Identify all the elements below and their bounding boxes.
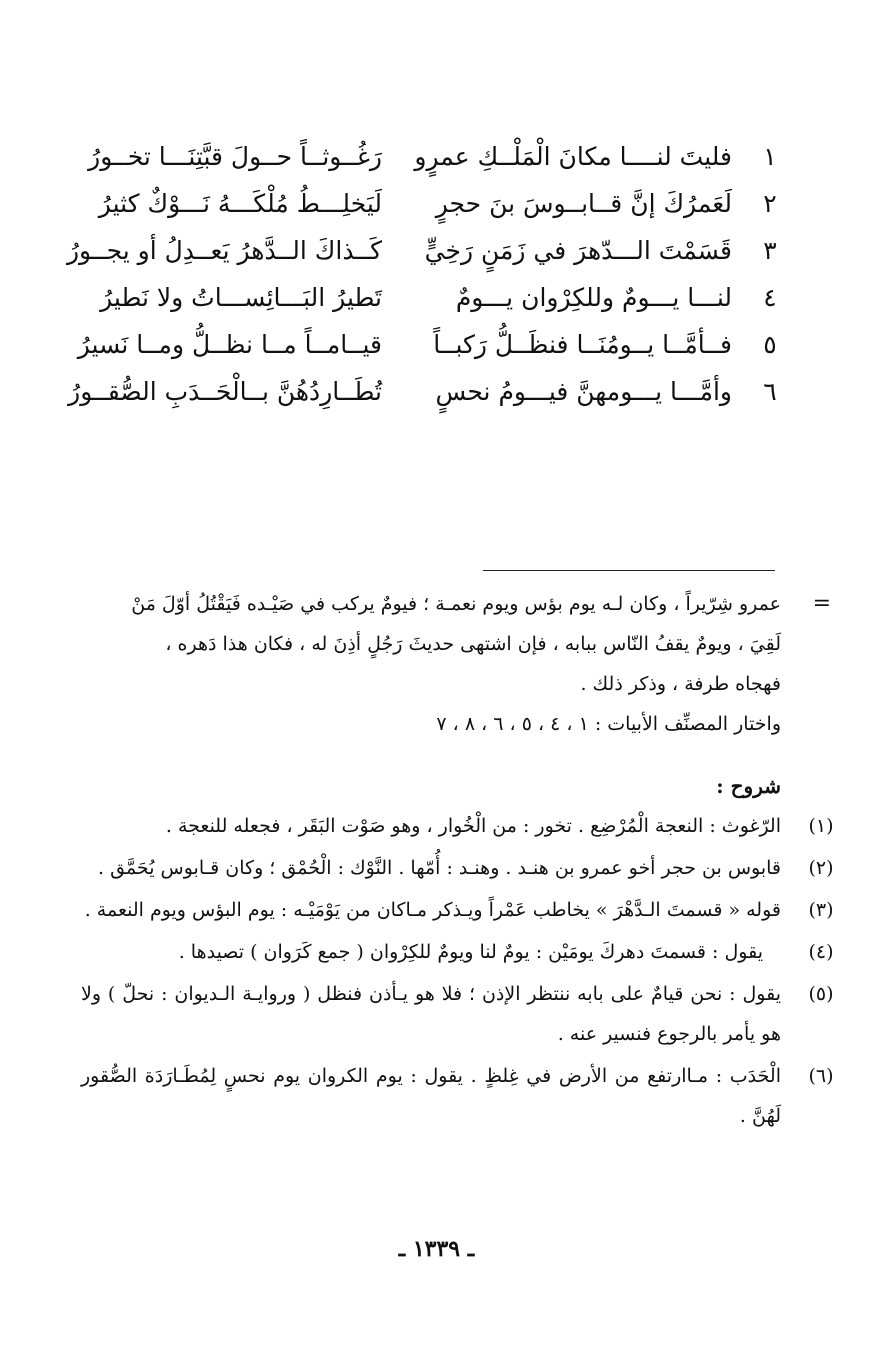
note-number: (٥) xyxy=(808,983,834,1005)
note-text: الْحَدَب : مـاارتفع من الأرض في غِلظٍ . يقول : يوم الكروان يوم نحسٍ لِمُطَـارَدَة الصُّقور لَهُنَّ . xyxy=(81,1065,781,1127)
verse-5 xyxy=(70,326,790,373)
verse-6 xyxy=(70,373,790,420)
poem xyxy=(66,138,790,420)
verse-first-hemistich: فليتَ لنــــا مكانَ الْمَلْــكِ عمرٍو xyxy=(414,142,732,171)
footnote-separator xyxy=(483,570,775,571)
verse-number: ٣ xyxy=(763,236,777,265)
verse-number: ٢ xyxy=(763,189,777,218)
verse-3 xyxy=(66,232,790,279)
page-number: ـ ١٣٣٩ ـ xyxy=(398,1236,475,1262)
commentary-note-2 xyxy=(81,848,834,888)
footnotes xyxy=(81,584,834,1136)
verse-first-hemistich: قَسَمْتَ الـــدّهرَ في زَمَنٍ رَخِيٍّ xyxy=(424,236,732,265)
commentary-note-6 xyxy=(81,1056,834,1136)
footnote-line: عمرو شِرّيراً ، وكان لـه يوم بؤس ويوم نعمـة ؛ فيومٌ يركب في صَيْـده فَيَقْتُلُ أوّلَ مَنْ xyxy=(131,593,781,615)
verse-second-hemistich: قيــامــاً مــا نظــلُّ ومــا نَسيرُ xyxy=(77,330,382,359)
note-number: (٦) xyxy=(808,1065,834,1087)
footnote-continuation xyxy=(81,584,831,704)
note-text: قابوس بن حجر أخو عمرو بن هنـد . وهنـد : أُمّها . النَّوْك : الْحُمْق ؛ وكان قـابوس يُحَمَّق . xyxy=(98,857,781,879)
note-number: (٣) xyxy=(808,899,834,921)
verse-second-hemistich: تُطَــارِدُهُنَّ بــالْحَــدَبِ الصُّقــورُ xyxy=(68,377,382,406)
verse-second-hemistich: كَــذاكَ الــدَّهرُ يَعــدِلُ أو يجــورُ xyxy=(66,236,382,265)
chosen-verses-line: واختار المصنِّف الأبيات : ١ ، ٤ ، ٥ ، ٦ ، ٨ ، ٧ xyxy=(436,713,781,735)
verse-number: ١ xyxy=(763,142,777,171)
commentary-note-4 xyxy=(81,932,834,972)
note-text: يقول : نحن قيامٌ على بابه ننتظر الإذن ؛ فلا هو يـأذن فنظل ( وروايـة الـديوان : نحلّ ) ولا هو يأمر بالرجوع فنسير عنه . xyxy=(81,983,781,1045)
verse-second-hemistich: رَغُــوثــاً حــولَ قبَّتِنَـــا تخــورُ xyxy=(88,142,382,171)
verse-second-hemistich: لَيَخلِـــطُ مُلْكَـــهُ نَـــوْكٌ كثيرُ xyxy=(98,189,382,218)
verse-number: ٥ xyxy=(763,330,777,359)
footnote-line: لَقِيَ ، ويومٌ يقفُ النّاس ببابه ، فإن اشتهى حديثَ رَجُلٍ أذِنَ له ، فكان هذا دَهره ، xyxy=(165,633,781,655)
continuation-marker: = xyxy=(812,591,831,616)
verse-1 xyxy=(70,138,790,185)
verse-number: ٦ xyxy=(763,377,777,406)
verse-first-hemistich: لَعَمرُكَ إنَّ قــابــوسَ بنَ حجرٍ xyxy=(435,189,732,218)
note-number: (٤) xyxy=(808,941,834,963)
commentary-heading: شروح : xyxy=(716,774,781,798)
note-text: قوله « قسمتَ الـدَّهْرَ » يخاطب عَمْراً ويـذكر مـاكان من يَوْمَيْـه : يوم البؤس ويوم النعمة . xyxy=(84,899,781,921)
commentary-note-3 xyxy=(81,890,834,930)
footnote-line: فهجاه طرفة ، وذكر ذلك . xyxy=(580,673,781,695)
commentary-note-5 xyxy=(81,974,834,1054)
verse-4 xyxy=(70,279,790,326)
note-number: (٢) xyxy=(808,857,834,879)
verse-second-hemistich: تَطيرُ البَـــائِســـاتُ ولا نَطيرُ xyxy=(100,283,382,312)
commentary-note-1 xyxy=(81,806,834,846)
verse-first-hemistich: وأمَّـــا يـــومهنَّ فيـــومُ نحسٍ xyxy=(435,377,732,406)
verse-2 xyxy=(70,185,790,232)
note-text: الرّغوث : النعجة الْمُرْضِع . تخور : من الْخُوار ، وهو صَوْت البَقَر ، فجعله للنعجة . xyxy=(165,815,781,837)
verse-first-hemistich: فــأمَّــا يــومُنَــا فنظَــلُّ رَكبــاً xyxy=(433,330,732,359)
verse-number: ٤ xyxy=(763,283,777,312)
verse-first-hemistich: لنـــا يـــومٌ وللكِرْوان يـــومٌ xyxy=(455,283,732,312)
note-text: يقول : قسمتَ دهركَ يومَيْن : يومٌ لنا ويومٌ للكِرْوان ( جمع كَرَوان ) تصيدها . xyxy=(178,941,763,963)
note-number: (١) xyxy=(808,815,834,837)
